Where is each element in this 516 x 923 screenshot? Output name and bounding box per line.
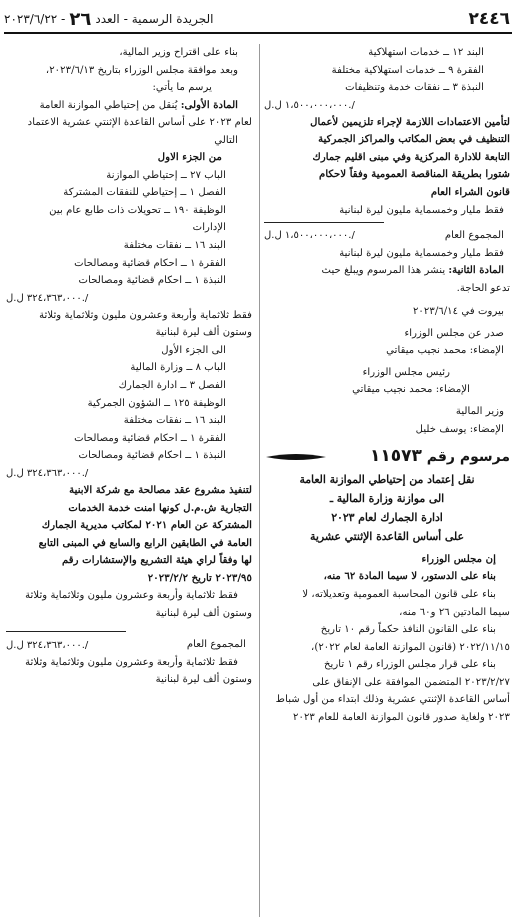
budget-item-line: البند ١٢ ــ خدمات استهلاكية (368, 47, 484, 58)
subtitle-line: نقل إعتماد من إحتياطي الموازنة العامة (299, 473, 475, 487)
budget-section-line: النبذة ١ ــ احكام قضائية ومصالحات (78, 450, 226, 462)
amount-in-words: فقط مليار وخمسماية مليون ليرة لبنانية (339, 247, 504, 259)
place-date: بيروت في ٢٠٢٣/٦/١٤ (412, 306, 504, 318)
purpose-line: قانون الشراء العام (430, 186, 510, 199)
article-one (6, 97, 252, 115)
decree-number: ١١٥٧٣ (369, 446, 422, 467)
budget-function-line: الإدارات (192, 222, 226, 234)
purpose-text (264, 114, 510, 202)
preamble-line: وبعد موافقة مجلس الوزراء بتاريخ ٢٠٢٣/٦/١٣، (45, 64, 238, 76)
preamble-line: بناء على اقتراح وزير المالية، (119, 47, 238, 58)
grand-total-row (6, 636, 252, 654)
purpose-line: التنظيف في بعض المكاتب والمراكز الجمركية (318, 133, 510, 146)
issue-date: - ٢٠٢٣/٦/٢٢ (4, 12, 66, 26)
preamble-line: بناء على قانون المحاسبة العمومية وتعديلاته، لا (302, 589, 496, 601)
amount-in-words: فقط ثلاثماية وأربعة وعشرون مليون وثلاثماية وثلاثة (39, 309, 252, 321)
decorative-swash-icon (264, 452, 328, 462)
decrees-line: يرسم ما يأتي: (152, 82, 212, 94)
subtitle-line: ادارة الجمارك لعام ٢٠٢٣ (331, 511, 443, 525)
purpose-line: لتأمين الاعتمادات اللازمة لإجراء تلزيمين لأعمال (310, 115, 510, 128)
preamble-paragraph (264, 621, 510, 656)
page-number: ٢٤٤٦ (468, 9, 510, 29)
amount-in-words: فقط ثلاثماية وأربعة وعشرون مليون وثلاثماية وثلاثة (25, 590, 238, 602)
amount-value: ٣٢٤،٣٦٣،٠٠٠ ل.ل./ (6, 292, 89, 304)
amount-in-words: وستون ألف ليرة لبنانية (155, 607, 252, 619)
article-one-continued: لعام ٢٠٢٣ على أساس القاعدة الإثنتي عشرية الاعتماد (27, 117, 252, 129)
grand-total-label: المجموع العام (444, 230, 504, 242)
minister-title: وزير المالية (455, 406, 504, 418)
total-rule (264, 222, 384, 223)
preamble-line: بناء على القانون النافذ حكماً رقم ١٠ تاريخ (320, 624, 496, 636)
header-rule (4, 32, 512, 34)
amount-value: ٣٢٤،٣٦٣،٠٠٠ ل.ل./ (6, 467, 89, 479)
preamble-line: ٢٠٢٣/٢/٢٧ المتضمن الموافقة على الإنفاق على (312, 676, 510, 688)
issue-prefix: الجريدة الرسمية - العدد (95, 12, 214, 26)
issue-number: ٢٦ (69, 8, 92, 30)
preamble-line: بناء على قرار مجلس الوزراء رقم ١ تاريخ (323, 659, 496, 671)
article-two (264, 262, 510, 280)
amount-value: ١،٥٠٠،٠٠٠،٠٠٠ ل.ل./ (264, 99, 355, 111)
preamble-paragraph (264, 568, 510, 621)
left-column (6, 44, 252, 689)
article-one-continued: التالي (214, 134, 238, 146)
budget-section-line: النبذة ٣ ــ نفقات خدمة وتنظيفات (345, 82, 484, 94)
preamble-line: سيما المادتين ٢٦ و٦٠ منه، (399, 606, 510, 618)
budget-paragraph-line: الفقرة ١ ــ احكام قضائية ومصالحات (74, 432, 226, 444)
grand-total-value: ١،٥٠٠،٠٠٠،٠٠٠ ل.ل./ (264, 230, 355, 242)
preamble-line: أساس القاعدة الإثنتي عشرية وذلك ابتداء من أول شباط (275, 694, 510, 706)
decree-header (264, 442, 510, 471)
column-divider (259, 44, 260, 917)
preamble-line: بناء على الدستور، لا سيما المادة ٦٢ منه، (323, 570, 496, 583)
amount-in-words: فقط ثلاثماية وأربعة وعشرون مليون وثلاثماية وثلاثة (25, 656, 238, 668)
preamble-line: ٢٠٢٣ ولغاية صدور قانون الموازنة العامة للعام ٢٠٢٣ (293, 711, 510, 723)
amount-in-words: وستون ألف ليرة لبنانية (155, 327, 252, 339)
budget-function-line: الوظيفة ١٢٥ ــ الشؤون الجمركية (87, 397, 226, 409)
grand-total-value: ٣٢٤،٣٦٣،٠٠٠ ل.ل./ (6, 639, 89, 651)
article-one-label: المادة الأولى: (180, 98, 238, 111)
purpose-line: ٢٠٢٣/٩٥ تاريخ ٢٠٢٣/٢/٢ (147, 571, 252, 584)
article-one-text: يُنقل من إحتياطي الموازنة العامة (39, 99, 181, 111)
purpose-line: شتورا بطريقة المناقصة العمومية وفقاً لاحكام (319, 168, 510, 181)
pm-title: رئيس مجلس الوزراء (362, 366, 450, 378)
budget-chapter-line: الباب ٢٧ ــ إحتياطي الموازنة (106, 169, 226, 181)
signature-line: الإمضاء: محمد نجيب ميقاتي (386, 345, 504, 357)
subtitle-line: على أساس القاعدة الإثنتي عشرية (310, 530, 464, 544)
page-header (4, 8, 510, 30)
budget-section-line: الفصل ٣ ــ ادارة الجمارك (118, 380, 226, 392)
issue-info (4, 9, 213, 30)
budget-item-line: البند ١٦ ــ نفقات مختلفة (123, 240, 226, 252)
amount-in-words: فقط مليار وخمسماية مليون ليرة لبنانية (339, 204, 504, 216)
decree-title (370, 442, 510, 471)
right-column (264, 44, 510, 726)
purpose-line: التجارية ش.م.ل كونها امنت خدمة الخدمات (68, 501, 252, 514)
from-part-heading: من الجزء الاول (157, 151, 222, 164)
budget-chapter-line: الباب ٨ ــ وزارة المالية (130, 362, 226, 374)
subtitle-line: الى موازنة وزارة المالية ـ (329, 492, 445, 506)
budget-item-line: البند ١٦ ــ نفقات مختلفة (123, 415, 226, 427)
budget-paragraph-line: الفقرة ٩ ــ خدمات استهلاكية مختلفة (331, 64, 484, 76)
purpose-line: التابعة للادارة المركزية وفي مبنى اقليم جمارك (312, 150, 510, 163)
amount-in-words: وستون ألف ليرة لبنانية (155, 674, 252, 686)
grand-total-label: المجموع العام (186, 639, 246, 651)
budget-section-line: النبذة ١ ــ احكام قضائية ومصالحات (78, 275, 226, 287)
purpose-line: المشتركة عن العام ٢٠٢١ لمكاتب مديرية الجمارك (41, 519, 252, 532)
article-two-continued: تدعو الحاجة. (456, 282, 510, 294)
issued-by: صدر عن مجلس الوزراء (404, 327, 504, 339)
preamble-line: ٢٠٢٢/١١/١٥ (قانون الموازنة العامة لعام ٢٠٢٢)، (311, 641, 510, 653)
purpose-line: لها وفقاً لراي هيئة التشريع والإستشارات رقم (62, 554, 252, 567)
budget-section-line: الفصل ١ ــ إحتياطي للنفقات المشتركة (63, 187, 226, 199)
purpose-text (6, 482, 252, 587)
purpose-line: لتنفيذ مشروع عقد مصالحة مع شركة الابنية (69, 483, 252, 496)
signature-line: الإمضاء: يوسف خليل (415, 423, 504, 435)
council-heading: إن مجلس الوزراء (421, 552, 496, 565)
grand-total-row (264, 227, 510, 245)
article-two-text: ينشر هذا المرسوم ويبلغ حيث (321, 265, 449, 277)
budget-function-line: الوظيفة ١٩٠ ــ تحويلات ذات طابع عام بين (49, 204, 226, 216)
budget-paragraph-line: الفقرة ١ ــ احكام قضائية ومصالحات (74, 257, 226, 269)
preamble-paragraph (264, 656, 510, 726)
article-two-label: المادة الثانية: (448, 264, 504, 277)
signature-line: الإمضاء: محمد نجيب ميقاتي (352, 384, 470, 396)
decree-subtitle (264, 471, 510, 547)
decree-label: مرسوم رقم (426, 449, 510, 466)
to-part-heading: الى الجزء الأول (161, 344, 226, 356)
total-rule (6, 631, 126, 632)
purpose-line: العامة في الطابقين الرابع والسابع في المبنى التابع (38, 536, 252, 549)
